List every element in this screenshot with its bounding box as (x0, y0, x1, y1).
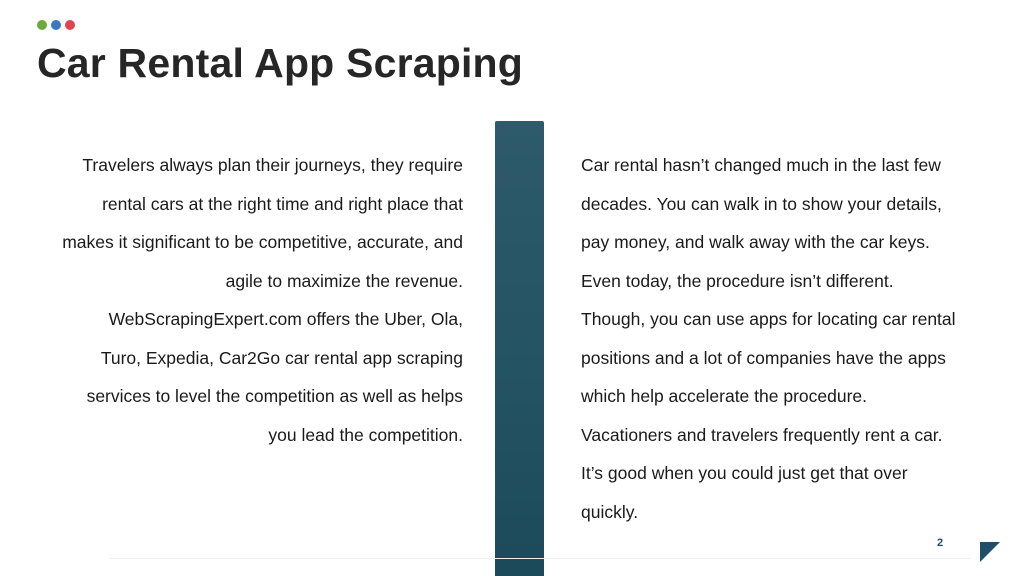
right-text-line: positions and a lot of companies have the apps (581, 347, 946, 368)
vertical-divider-bar (495, 121, 544, 576)
header-dots (37, 20, 75, 30)
left-text-block (8, 146, 463, 454)
left-text-line: rental cars at the right time and right place that (102, 193, 463, 214)
right-text-line: It’s good when you could just get that over (581, 463, 908, 483)
red-dot-icon (65, 20, 75, 30)
right-text-line: quickly. (581, 501, 639, 522)
right-text-line: Car rental hasn’t changed much in the last few (581, 155, 941, 175)
right-text-line: which help accelerate the procedure. (581, 386, 868, 406)
left-text-line: services to level the competition as well as helps (86, 386, 463, 406)
left-text-line: agile to maximize the revenue. (225, 270, 463, 291)
left-text-line: WebScrapingExpert.com offers the Uber, Ola, (108, 309, 463, 329)
blue-dot-icon (51, 20, 61, 30)
footer-divider (110, 558, 970, 559)
right-text-line: Even today, the procedure isn’t different. (581, 270, 894, 291)
right-text-block (581, 146, 1006, 531)
right-text-line: decades. You can walk in to show your details, (581, 193, 942, 214)
left-text-line: Turo, Expedia, Car2Go car rental app scraping (100, 347, 463, 368)
corner-triangle-icon (980, 542, 1000, 562)
right-text-line: Though, you can use apps for locating car rental (581, 309, 956, 329)
left-text-line: Travelers always plan their journeys, they require (82, 155, 463, 175)
left-text-line: you lead the competition. (268, 424, 463, 445)
green-dot-icon (37, 20, 47, 30)
slide-title: Car Rental App Scraping (37, 40, 524, 86)
right-text-line: pay money, and walk away with the car keys. (581, 232, 930, 252)
left-text-line: makes it significant to be competitive, accurate, and (62, 232, 463, 252)
page-number: 2 (937, 537, 944, 549)
right-text-line: Vacationers and travelers frequently rent a car. (581, 424, 943, 445)
